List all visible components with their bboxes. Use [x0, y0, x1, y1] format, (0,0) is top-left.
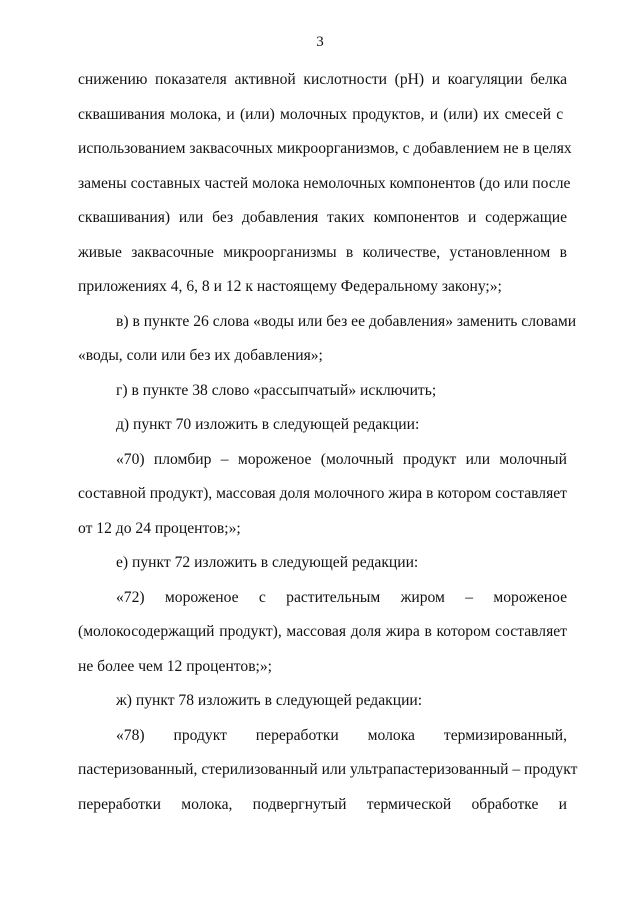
text-line [78, 615, 567, 650]
text-line-content: ж) пункт 78 изложить в следующей редакции: [116, 692, 423, 709]
text-line-content: «78) продукт переработки молока термизированный, [116, 726, 567, 744]
text-line-content: г) в пункте 38 слово «рассыпчатый» исключить; [116, 381, 437, 399]
text-line-content: замены составных частей молока немолочных компонентов (до или после [78, 174, 571, 192]
text-line [78, 305, 577, 340]
text-line [78, 236, 567, 271]
text-line [78, 477, 567, 512]
text-line [78, 270, 567, 305]
text-line-content: не более чем 12 процентов;»; [78, 657, 273, 675]
text-line [78, 443, 567, 478]
text-line-content: использованием заквасочных микроорганизмов, с добавлением не в целях [78, 140, 572, 157]
text-line-content: д) пункт 70 изложить в следующей редакции: [116, 416, 420, 433]
text-line-content: в) в пункте 26 слова «воды или без ее добавления» заменить словами [116, 312, 577, 330]
text-line [78, 408, 567, 443]
text-line [78, 201, 567, 236]
text-line-content: переработки молока, подвергнутый термической обработке и [78, 795, 567, 813]
text-line-content: «72) мороженое с растительным жиром – мороженое [116, 588, 567, 606]
text-line [78, 512, 567, 547]
text-line [78, 167, 571, 202]
text-line-content: сквашивания молока, и (или) молочных продуктов, и (или) их смесей с [78, 105, 564, 123]
text-line-content: составной продукт), массовая доля молочного жира в котором составляет [78, 485, 567, 502]
text-line [78, 684, 567, 719]
text-line [78, 63, 567, 98]
text-line-content: (молокосодержащий продукт), массовая доля жира в котором составляет [78, 623, 567, 640]
text-line [78, 788, 567, 823]
text-line [78, 339, 567, 374]
text-line [78, 753, 578, 788]
text-line-content: пастеризованный, стерилизованный или ультрапастеризованный – продукт [78, 761, 578, 778]
text-line [78, 132, 572, 167]
text-line [78, 98, 567, 133]
text-line-content: е) пункт 72 изложить в следующей редакции: [116, 554, 419, 571]
text-line-content: «70) пломбир – мороженое (молочный продукт или молочный [116, 450, 567, 468]
text-line [78, 581, 567, 616]
text-line-content: снижению показателя активной кислотности (pH) и коагуляции белка [78, 71, 567, 88]
text-line-content: живые заквасочные микроорганизмы в количестве, установленном в [78, 243, 567, 261]
text-line-content: от 12 до 24 процентов;»; [78, 519, 241, 537]
text-line [78, 719, 567, 754]
text-line [78, 650, 567, 685]
document-body [78, 63, 578, 822]
page-number: 3 [316, 34, 324, 50]
text-line [78, 546, 567, 581]
text-line-content: приложениях 4, 6, 8 и 12 к настоящему Федеральному закону;»; [78, 278, 502, 295]
text-line [78, 374, 567, 409]
text-line-content: «воды, соли или без их добавления»; [78, 347, 323, 364]
text-line-content: сквашивания) или без добавления таких компонентов и содержащие [78, 209, 567, 226]
